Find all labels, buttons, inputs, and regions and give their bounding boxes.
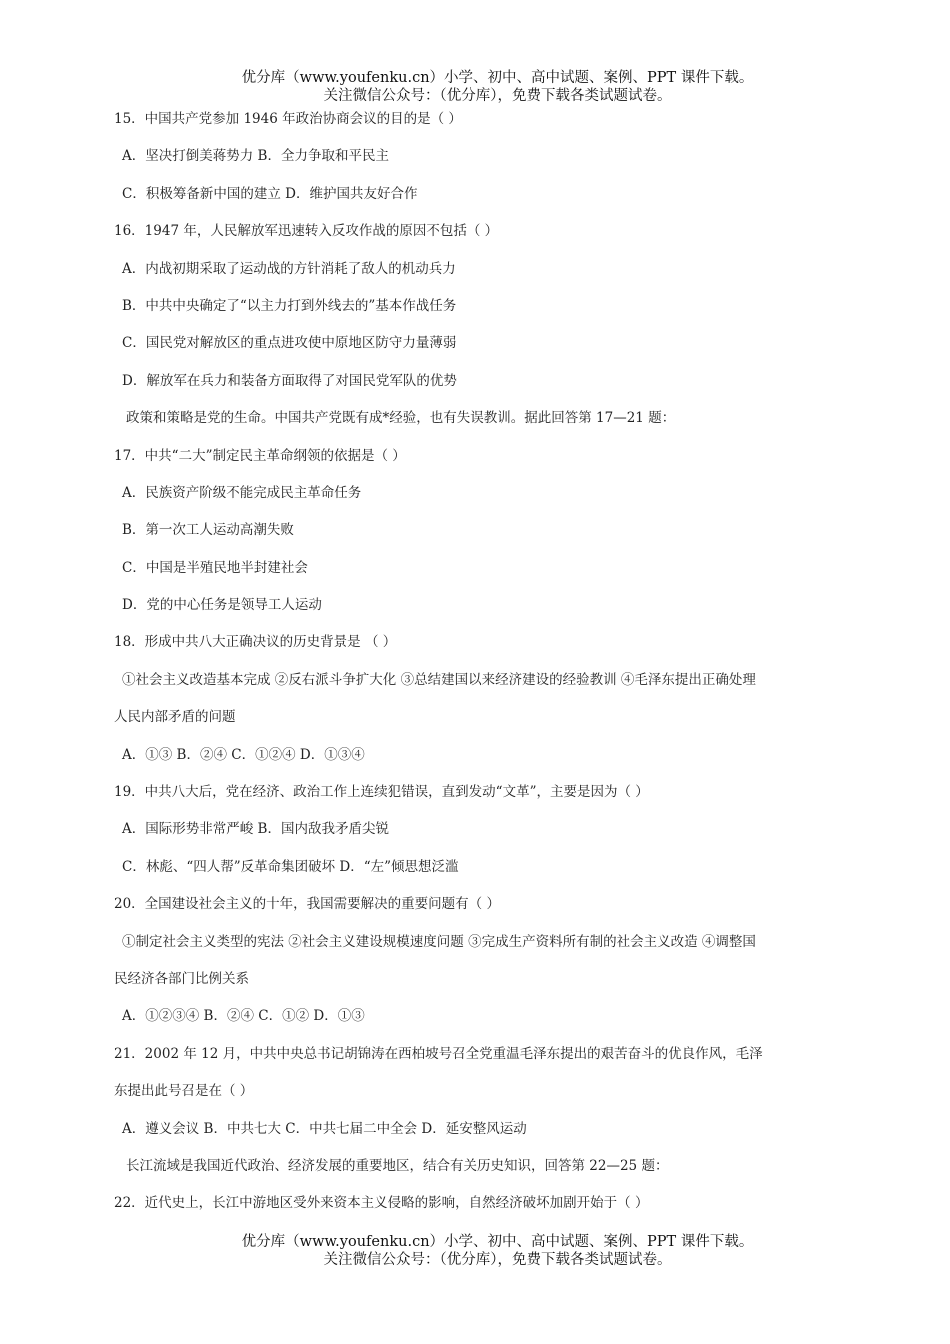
question-15-options-ab: A．坚决打倒美蒋势力 B．全力争取和平民主 (122, 148, 389, 165)
question-18-statements: ①社会主义改造基本完成 ②反右派斗争扩大化 ③总结建国以来经济建设的经验教训 ④毛泽东提出正确处理 (122, 671, 756, 688)
question-17: 17．中共“二大”制定民主革命纲领的依据是（ ） (114, 447, 406, 464)
section-intro-17-21: 政策和策略是党的生命。中国共产党既有成*经验，也有失误教训。据此回答第 17—21 题： (126, 410, 676, 427)
question-21-options: A．遵义会议 B．中共七大 C．中共七届二中全会 D．延安整风运动 (122, 1120, 527, 1137)
question-19-options-ab: A．国际形势非常严峻 B．国内敌我矛盾尖锐 (122, 821, 389, 838)
question-21-cont: 东提出此号召是在（ ） (114, 1083, 254, 1100)
question-16-option-b: B．中共中央确定了“以主力打到外线去的”基本作战任务 (122, 297, 457, 314)
question-15: 15．中国共产党参加 1946 年政治协商会议的目的是（ ） (114, 111, 462, 127)
question-16-option-c: C．国民党对解放区的重点进攻使中原地区防守力量薄弱 (122, 335, 457, 352)
exam-questions (114, 109, 814, 1231)
footer-site-line: 优分库（www.youfenku.cn）小学、初中、高中试题、案例、PPT 课件下载。 (241, 1234, 754, 1250)
question-19-options-cd: C．林彪、“四人帮”反革命集团破坏 D．“左”倾思想泛滥 (122, 858, 459, 875)
page-header-banner (0, 69, 950, 105)
question-18-statements-cont: 人民内部矛盾的问题 (114, 709, 236, 726)
question-20-statements-cont: 民经济各部门比例关系 (114, 970, 249, 987)
question-16-option-a: A．内战初期采取了运动战的方针消耗了敌人的机动兵力 (122, 260, 456, 277)
question-15-options-cd: C．积极筹备新中国的建立 D．维护国共友好合作 (122, 185, 418, 202)
question-18-options: A．①③ B．②④ C．①②④ D．①③④ (122, 746, 365, 763)
question-16-option-d: D．解放军在兵力和装备方面取得了对国民党军队的优势 (122, 372, 457, 389)
question-18: 18．形成中共八大正确决议的历史背景是 （ ） (114, 634, 397, 651)
page-footer-banner (0, 1233, 950, 1269)
header-wechat-line: 关注微信公众号：（优分库），免费下载各类试题试卷。 (323, 88, 672, 104)
question-20: 20．全国建设社会主义的十年，我国需要解决的重要问题有（ ） (114, 896, 500, 913)
question-17-option-d: D．党的中心任务是领导工人运动 (122, 597, 322, 614)
header-site-line: 优分库（www.youfenku.cn）小学、初中、高中试题、案例、PPT 课件下载。 (241, 70, 754, 86)
question-21: 21．2002 年 12 月，中共中央总书记胡锦涛在西柏坡号召全党重温毛泽东提出的艰苦奋斗的优良作风，毛泽 (114, 1045, 763, 1062)
question-16: 16．1947 年，人民解放军迅速转入反攻作战的原因不包括（ ） (114, 223, 499, 240)
question-17-option-c: C．中国是半殖民地半封建社会 (122, 559, 308, 576)
question-20-statements: ①制定社会主义类型的宪法 ②社会主义建设规模速度问题 ③完成生产资料所有制的社会主义改造 ④调整国 (122, 933, 756, 950)
section-intro-22-25: 长江流域是我国近代政治、经济发展的重要地区，结合有关历史知识，回答第 22—25 题： (126, 1157, 669, 1174)
question-20-options: A．①②③④ B．②④ C．①② D．①③ (122, 1008, 365, 1025)
question-19: 19．中共八大后，党在经济、政治工作上连续犯错误，直到发动“文革”，主要是因为（ ） (114, 784, 649, 801)
footer-wechat-line: 关注微信公众号：（优分库），免费下载各类试题试卷。 (323, 1252, 672, 1268)
question-17-option-b: B．第一次工人运动高潮失败 (122, 522, 294, 539)
question-22: 22．近代史上，长江中游地区受外来资本主义侵略的影响，自然经济破坏加剧开始于（ ） (114, 1195, 649, 1212)
question-17-option-a: A．民族资产阶级不能完成民主革命任务 (122, 484, 362, 501)
